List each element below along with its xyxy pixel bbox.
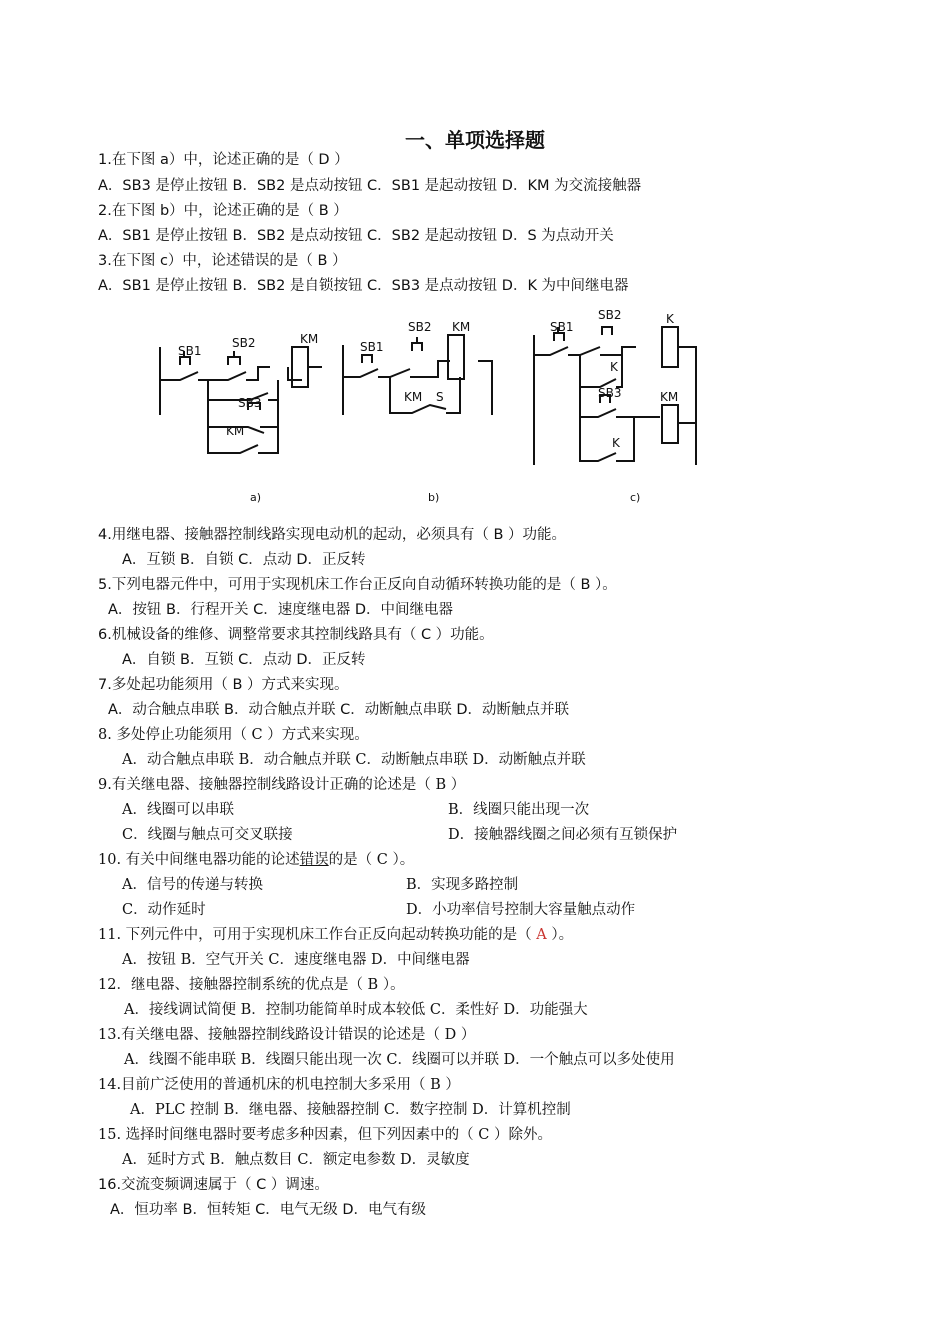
fig-c-sb1: SB1 — [550, 320, 574, 334]
fig-b-km: KM — [452, 320, 471, 334]
circuit-figure — [150, 305, 710, 505]
fig-b-s: S — [436, 390, 444, 404]
q9-option-d: D．接触器线圈之间必须有互锁保护 — [448, 827, 678, 843]
fig-c-sb3: SB3 — [598, 386, 622, 400]
fig-a-sb1: SB1 — [178, 344, 202, 358]
fig-c-k-contact-2: K — [612, 436, 620, 450]
q9-option-c: C．线圈与触点可交叉联接 — [122, 827, 293, 843]
fig-a-caption: a) — [250, 491, 262, 504]
q10-stem-post: 的是（ C ）。 — [328, 852, 415, 868]
q8-stem: 8. 多处停止功能须用（ C ）方式来实现。 — [98, 727, 369, 743]
q11-stem-pre: 11. 下列元件中，可用于实现机床工作台正反向起动转换功能的是（ — [98, 927, 537, 943]
q11-options: A．按钮 B．空气开关 C．速度继电器 D．中间继电器 — [122, 952, 470, 968]
q9-option-a: A．线圈可以串联 — [122, 802, 234, 818]
q10-stem — [98, 851, 414, 869]
q10-option-b: B．实现多路控制 — [406, 877, 519, 893]
fig-c-km: KM — [660, 390, 679, 404]
q10-stem-underlined: 错误 — [299, 852, 329, 868]
q3-stem: 3.在下图 c）中，论述错误的是（ B ） — [98, 253, 347, 269]
fig-c-k: K — [666, 312, 674, 326]
fig-a-sb3: SB3 — [238, 396, 262, 410]
q7-options: A．动合触点串联 B．动合触点并联 C．动断触点串联 D．动断触点并联 — [108, 702, 569, 718]
q7-stem: 7.多处起功能须用（ B ）方式来实现。 — [98, 677, 349, 693]
q2-options: A．SB1 是停止按钮 B．SB2 是点动按钮 C．SB2 是起动按钮 D．S 为点动开关 — [98, 228, 614, 244]
q1-options: A．SB3 是停止按钮 B．SB2 是点动按钮 C．SB1 是起动按钮 D．KM 为交流接触器 — [98, 178, 642, 194]
q13-options: A．线圈不能串联 B．线圈只能出现一次 C．线圈可以并联 D．一个触点可以多处使用 — [124, 1052, 675, 1068]
fig-a-km-contact: KM — [226, 424, 245, 438]
q9-stem: 9.有关继电器、接触器控制线路设计正确的论述是（ B ） — [98, 777, 466, 793]
fig-b-sb2: SB2 — [408, 320, 432, 334]
q5-options: A．按钮 B．行程开关 C．速度继电器 D．中间继电器 — [108, 602, 453, 618]
q1-stem: 1.在下图 a）中，论述正确的是（ D ） — [98, 152, 349, 168]
fig-c-sb2: SB2 — [598, 308, 622, 322]
fig-a-km: KM — [300, 332, 319, 346]
q12-stem: 12．继电器、接触器控制系统的优点是（ B ）。 — [98, 977, 405, 993]
q16-options: A．恒功率 B．恒转矩 C．电气无级 D．电气有级 — [110, 1202, 426, 1218]
q10-option-d: D．小功率信号控制大容量触点动作 — [406, 902, 636, 918]
q6-options: A．自锁 B．互锁 C．点动 D．正反转 — [122, 652, 366, 668]
q15-stem: 15. 选择时间继电器时要考虑多种因素，但下列因素中的（ C ）除外。 — [98, 1127, 552, 1143]
q11-answer: A — [536, 927, 547, 943]
q10-option-c: C．动作延时 — [122, 902, 206, 918]
q11-stem-post: ）。 — [546, 927, 574, 943]
q13-stem: 13.有关继电器、接触器控制线路设计错误的论述是（ D ） — [98, 1027, 476, 1043]
q8-options: A．动合触点串联 B．动合触点并联 C．动断触点串联 D．动断触点并联 — [122, 752, 586, 768]
q3-options: A．SB1 是停止按钮 B．SB2 是自锁按钮 C．SB3 是点动按钮 D．K 为中间继电器 — [98, 278, 629, 294]
fig-c-k-contact: K — [610, 360, 618, 374]
q2-stem: 2.在下图 b）中，论述正确的是（ B ） — [98, 203, 348, 219]
q10-option-a: A．信号的传递与转换 — [122, 877, 263, 893]
q14-options: A．PLC 控制 B．继电器、接触器控制 C．数字控制 D．计算机控制 — [130, 1102, 571, 1118]
fig-b-sb1: SB1 — [360, 340, 384, 354]
q11-stem — [98, 926, 573, 944]
section-title: 一、单项选择题 — [405, 128, 545, 152]
fig-c-caption: c) — [630, 491, 641, 504]
q10-stem-pre: 10. 有关中间继电器功能的论述 — [98, 852, 300, 868]
q14-stem: 14.目前广泛使用的普通机床的机电控制大多采用（ B ） — [98, 1077, 460, 1093]
q12-options: A．接线调试简便 B．控制功能简单时成本较低 C．柔性好 D．功能强大 — [124, 1002, 588, 1018]
q6-stem: 6.机械设备的维修、调整常要求其控制线路具有（ C ）功能。 — [98, 627, 494, 643]
q5-stem: 5.下列电器元件中，可用于实现机床工作台正反向自动循环转换功能的是（ B ）。 — [98, 577, 617, 593]
q9-option-b: B．线圈只能出现一次 — [448, 802, 590, 818]
q4-options: A．互锁 B．自锁 C．点动 D．正反转 — [122, 552, 366, 568]
q15-options: A．延时方式 B．触点数目 C．额定电参数 D．灵敏度 — [122, 1152, 470, 1168]
q4-stem: 4.用继电器、接触器控制线路实现电动机的起动，必须具有（ B ）功能。 — [98, 527, 566, 543]
fig-a-sb2: SB2 — [232, 336, 256, 350]
fig-b-km-contact: KM — [404, 390, 423, 404]
fig-b-caption: b) — [428, 491, 440, 504]
q16-stem: 16.交流变频调速属于（ C ）调速。 — [98, 1177, 329, 1193]
